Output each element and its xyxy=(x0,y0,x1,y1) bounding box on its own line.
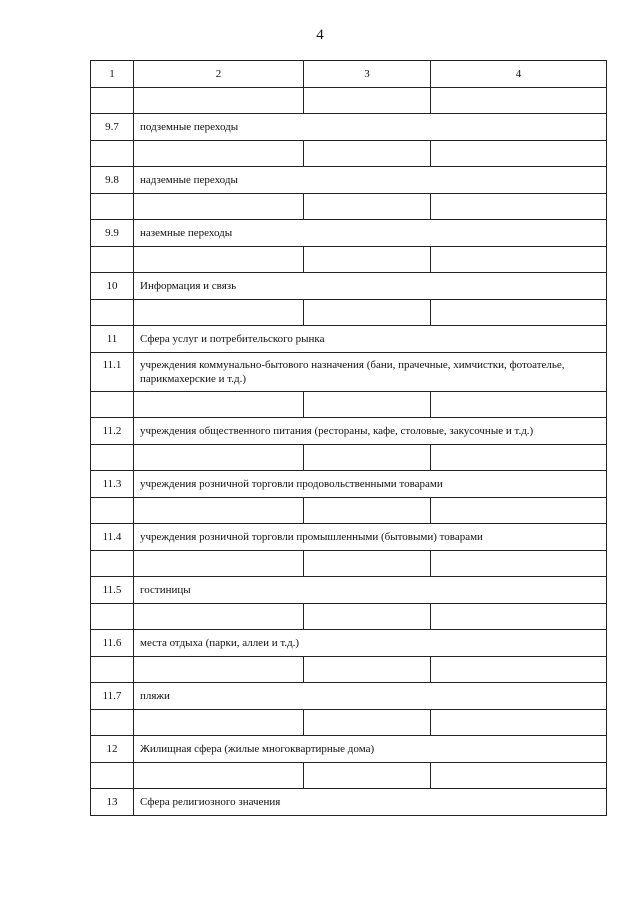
table-row xyxy=(91,577,607,604)
header-cell-1: 1 xyxy=(91,61,134,88)
table-row xyxy=(91,630,607,657)
item-label: Сфера услуг и потребительского рынка xyxy=(134,326,607,353)
empty-cell[interactable] xyxy=(91,392,134,418)
empty-cell[interactable] xyxy=(91,141,134,167)
empty-cell[interactable] xyxy=(91,247,134,273)
empty-cell[interactable] xyxy=(304,445,431,471)
blank-row xyxy=(91,88,607,114)
empty-cell[interactable] xyxy=(431,445,607,471)
blank-row xyxy=(91,141,607,167)
table-row xyxy=(91,353,607,392)
item-number: 13 xyxy=(91,789,134,816)
table-row xyxy=(91,418,607,445)
empty-cell[interactable] xyxy=(304,247,431,273)
item-number: 11.6 xyxy=(91,630,134,657)
empty-cell[interactable] xyxy=(304,498,431,524)
table-row xyxy=(91,683,607,710)
empty-cell[interactable] xyxy=(431,392,607,418)
empty-cell[interactable] xyxy=(134,498,304,524)
blank-row xyxy=(91,710,607,736)
header-cell-2: 2 xyxy=(134,61,304,88)
empty-cell[interactable] xyxy=(134,300,304,326)
item-label: Сфера религиозного значения xyxy=(134,789,607,816)
item-number: 9.9 xyxy=(91,220,134,247)
empty-cell[interactable] xyxy=(91,551,134,577)
empty-cell[interactable] xyxy=(134,445,304,471)
item-label: Жилищная сфера (жилые многоквартирные дома) xyxy=(134,736,607,763)
item-label: гостиницы xyxy=(134,577,607,604)
empty-cell[interactable] xyxy=(134,710,304,736)
item-label: места отдыха (парки, аллеи и т.д.) xyxy=(134,630,607,657)
table-row xyxy=(91,471,607,498)
empty-cell[interactable] xyxy=(304,392,431,418)
blank-row xyxy=(91,392,607,418)
empty-cell[interactable] xyxy=(91,498,134,524)
table-row xyxy=(91,273,607,300)
empty-cell[interactable] xyxy=(304,657,431,683)
empty-cell[interactable] xyxy=(91,763,134,789)
item-label: учреждения розничной торговли продовольственными товарами xyxy=(134,471,607,498)
header-cell-4: 4 xyxy=(431,61,607,88)
table-row xyxy=(91,220,607,247)
empty-cell[interactable] xyxy=(91,88,134,114)
empty-cell[interactable] xyxy=(304,604,431,630)
item-label: учреждения розничной торговли промышленными (бытовыми) товарами xyxy=(134,524,607,551)
empty-cell[interactable] xyxy=(304,88,431,114)
empty-cell[interactable] xyxy=(134,141,304,167)
table-row xyxy=(91,789,607,816)
empty-cell[interactable] xyxy=(431,710,607,736)
empty-cell[interactable] xyxy=(431,194,607,220)
empty-cell[interactable] xyxy=(91,300,134,326)
item-label: учреждения общественного питания (рестораны, кафе, столовые, закусочные и т.д.) xyxy=(134,418,607,445)
empty-cell[interactable] xyxy=(431,498,607,524)
page-number: 4 xyxy=(316,27,324,43)
empty-cell[interactable] xyxy=(134,551,304,577)
blank-row xyxy=(91,300,607,326)
blank-row xyxy=(91,763,607,789)
empty-cell[interactable] xyxy=(431,763,607,789)
blank-row xyxy=(91,551,607,577)
item-label: учреждения коммунально-бытового назначения (бани, прачечные, химчистки, фотоателье, парикмахерские и т.д.) xyxy=(134,353,607,392)
empty-cell[interactable] xyxy=(431,604,607,630)
empty-cell[interactable] xyxy=(134,657,304,683)
table-row xyxy=(91,326,607,353)
header-cell-3: 3 xyxy=(304,61,431,88)
empty-cell[interactable] xyxy=(91,604,134,630)
table-row xyxy=(91,167,607,194)
item-label: надземные переходы xyxy=(134,167,607,194)
item-number: 10 xyxy=(91,273,134,300)
blank-row xyxy=(91,194,607,220)
empty-cell[interactable] xyxy=(91,657,134,683)
accessibility-table xyxy=(90,60,607,816)
empty-cell[interactable] xyxy=(134,194,304,220)
item-label: Информация и связь xyxy=(134,273,607,300)
empty-cell[interactable] xyxy=(134,88,304,114)
empty-cell[interactable] xyxy=(134,247,304,273)
table-row xyxy=(91,114,607,141)
item-number: 11.5 xyxy=(91,577,134,604)
empty-cell[interactable] xyxy=(304,141,431,167)
blank-row xyxy=(91,604,607,630)
empty-cell[interactable] xyxy=(304,710,431,736)
table-row xyxy=(91,524,607,551)
blank-row xyxy=(91,657,607,683)
empty-cell[interactable] xyxy=(304,763,431,789)
empty-cell[interactable] xyxy=(431,88,607,114)
empty-cell[interactable] xyxy=(431,141,607,167)
empty-cell[interactable] xyxy=(431,551,607,577)
empty-cell[interactable] xyxy=(134,392,304,418)
item-number: 11 xyxy=(91,326,134,353)
item-number: 12 xyxy=(91,736,134,763)
blank-row xyxy=(91,445,607,471)
item-number: 11.4 xyxy=(91,524,134,551)
empty-cell[interactable] xyxy=(91,445,134,471)
empty-cell[interactable] xyxy=(91,710,134,736)
item-label: наземные переходы xyxy=(134,220,607,247)
empty-cell[interactable] xyxy=(134,763,304,789)
item-number: 11.2 xyxy=(91,418,134,445)
empty-cell[interactable] xyxy=(431,657,607,683)
blank-row xyxy=(91,247,607,273)
item-number: 11.1 xyxy=(91,353,134,392)
empty-cell[interactable] xyxy=(304,300,431,326)
table-row xyxy=(91,736,607,763)
empty-cell[interactable] xyxy=(134,604,304,630)
item-number: 9.7 xyxy=(91,114,134,141)
empty-cell[interactable] xyxy=(431,300,607,326)
empty-cell[interactable] xyxy=(304,551,431,577)
header-row xyxy=(91,61,607,88)
item-number: 11.7 xyxy=(91,683,134,710)
item-number: 9.8 xyxy=(91,167,134,194)
empty-cell[interactable] xyxy=(431,247,607,273)
empty-cell[interactable] xyxy=(91,194,134,220)
item-number: 11.3 xyxy=(91,471,134,498)
empty-cell[interactable] xyxy=(304,194,431,220)
blank-row xyxy=(91,498,607,524)
item-label: подземные переходы xyxy=(134,114,607,141)
item-label: пляжи xyxy=(134,683,607,710)
